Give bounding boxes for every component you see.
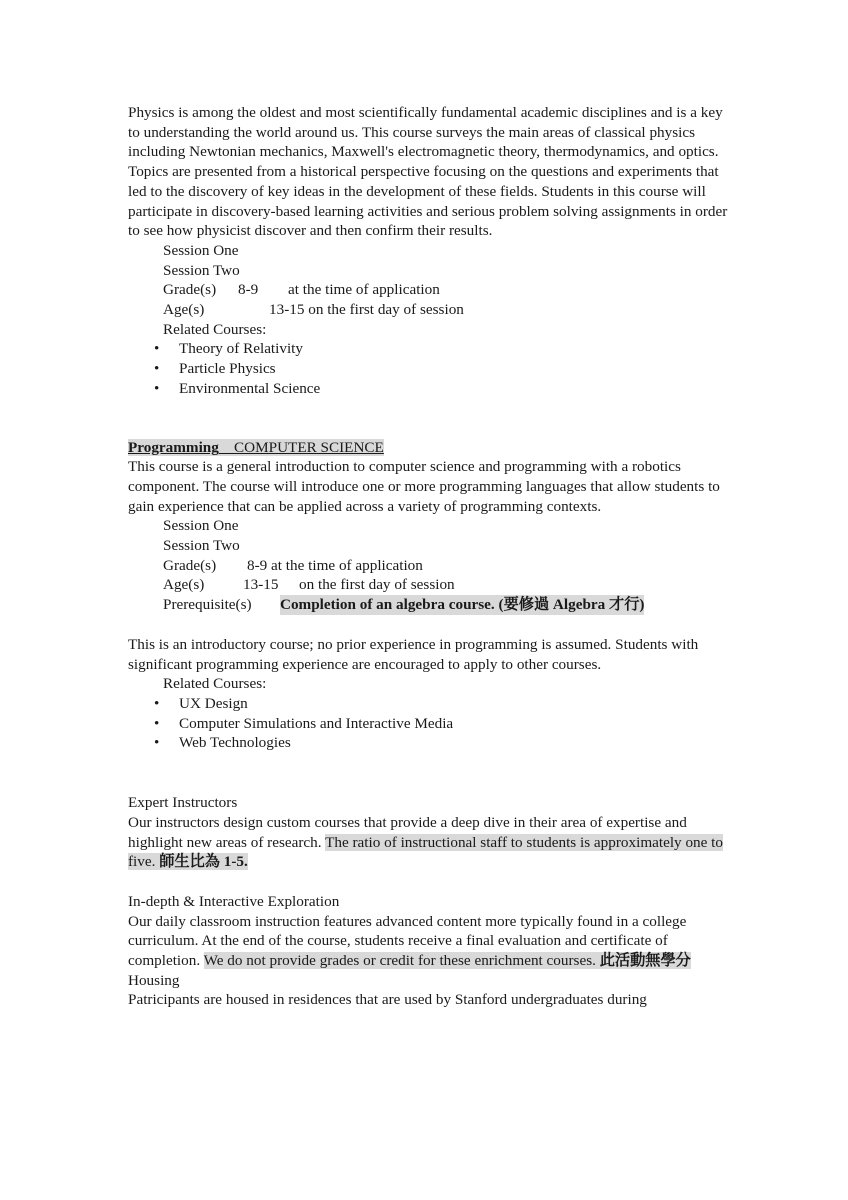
programming-age-row xyxy=(128,575,728,595)
instructors-highlight-bold: 師生比為 1-5. xyxy=(159,853,248,871)
programming-note: This is an introductory course; no prior experience in programming is assumed. Students with significant programming experience are encouraged to apply to other courses. xyxy=(128,635,699,673)
prereq-label: Prerequisite(s) xyxy=(163,596,252,614)
list-item: • Environmental Science xyxy=(128,379,728,399)
list-item: • Web Technologies xyxy=(128,733,728,753)
programming-session-two: Session Two xyxy=(163,537,240,555)
list-item: • Computer Simulations and Interactive Media xyxy=(128,714,728,734)
programming-related-label: Related Courses: xyxy=(163,675,267,693)
exploration-text xyxy=(128,912,728,971)
physics-session-one: Session One xyxy=(163,241,239,259)
housing-text: Patricipants are housed in residences that are used by Stanford undergraduates during xyxy=(128,991,647,1009)
document-page xyxy=(128,103,728,1010)
exploration-heading: In-depth & Interactive Exploration xyxy=(128,892,340,910)
exploration-highlight-bold: 此活動無學分 xyxy=(599,952,691,970)
grade-value: 8-9 at the time of application xyxy=(247,556,423,574)
age-note: on the first day of session xyxy=(299,576,455,594)
programming-prereq-row xyxy=(128,595,728,615)
programming-session-one: Session One xyxy=(163,517,239,535)
age-label: Age(s) xyxy=(163,576,205,594)
list-item: • UX Design xyxy=(128,694,728,714)
instructors-highlight: The ratio of instructional staff to students is approximately one to five. xyxy=(128,833,723,871)
grade-value: 8-9 xyxy=(238,281,259,299)
prereq-value: Completion of an algebra course. (要修過 Algebra 才行) xyxy=(280,596,645,614)
programming-description: This course is a general introduction to computer science and programming with a robotics component. The course will introduce one or more programming languages that allow students to gain experience that can be applied across a variety of programming contexts. xyxy=(128,458,720,515)
age-value: 13-15 xyxy=(243,576,279,594)
exploration-highlight: We do not provide grades or credit for these enrichment courses. xyxy=(203,952,600,970)
instructors-body: Our instructors design custom courses that provide a deep dive in their area of expertise and highlight new areas of research. xyxy=(128,813,687,851)
instructors-heading: Expert Instructors xyxy=(128,794,238,812)
programming-heading xyxy=(128,438,728,458)
programming-grade-row xyxy=(128,556,728,576)
physics-grade-row xyxy=(128,280,728,300)
list-item: • Particle Physics xyxy=(128,359,728,379)
physics-session-two: Session Two xyxy=(163,261,240,279)
grade-note: at the time of application xyxy=(288,281,440,299)
physics-related-list xyxy=(128,339,728,398)
list-item: • Theory of Relativity xyxy=(128,339,728,359)
housing-heading: Housing xyxy=(128,971,180,989)
physics-description: Physics is among the oldest and most scientifically fundamental academic disciplines and is a key to understanding the world around us. This course surveys the main areas of classical physics including Newtonian mechanics, Maxwell's electromagnetic theory, thermodynamics, and optics. Topics are presented from a historical perspective focusing on the questions and experiments that led to the discovery of key ideas in the development of these fields. Students in this course will participate in discovery-based learning activities and serious problem solving assignments in order to see how physicist discover and then confirm their results. xyxy=(128,104,728,240)
programming-related-list xyxy=(128,694,728,753)
physics-age-row xyxy=(128,300,728,320)
age-label: Age(s) xyxy=(163,301,205,319)
grade-label: Grade(s) xyxy=(163,281,217,299)
exploration-body: Our daily classroom instruction features advanced content more typically found in a college curriculum. At the end of the course, students receive a final evaluation and certificate of completion. xyxy=(128,912,687,970)
instructors-text xyxy=(128,813,728,872)
age-value: 13-15 on the first day of session xyxy=(269,301,464,319)
grade-label: Grade(s) xyxy=(163,556,217,574)
programming-title: Programming xyxy=(128,438,219,456)
physics-related-label: Related Courses: xyxy=(163,320,267,338)
programming-category: COMPUTER SCIENCE xyxy=(234,438,384,456)
